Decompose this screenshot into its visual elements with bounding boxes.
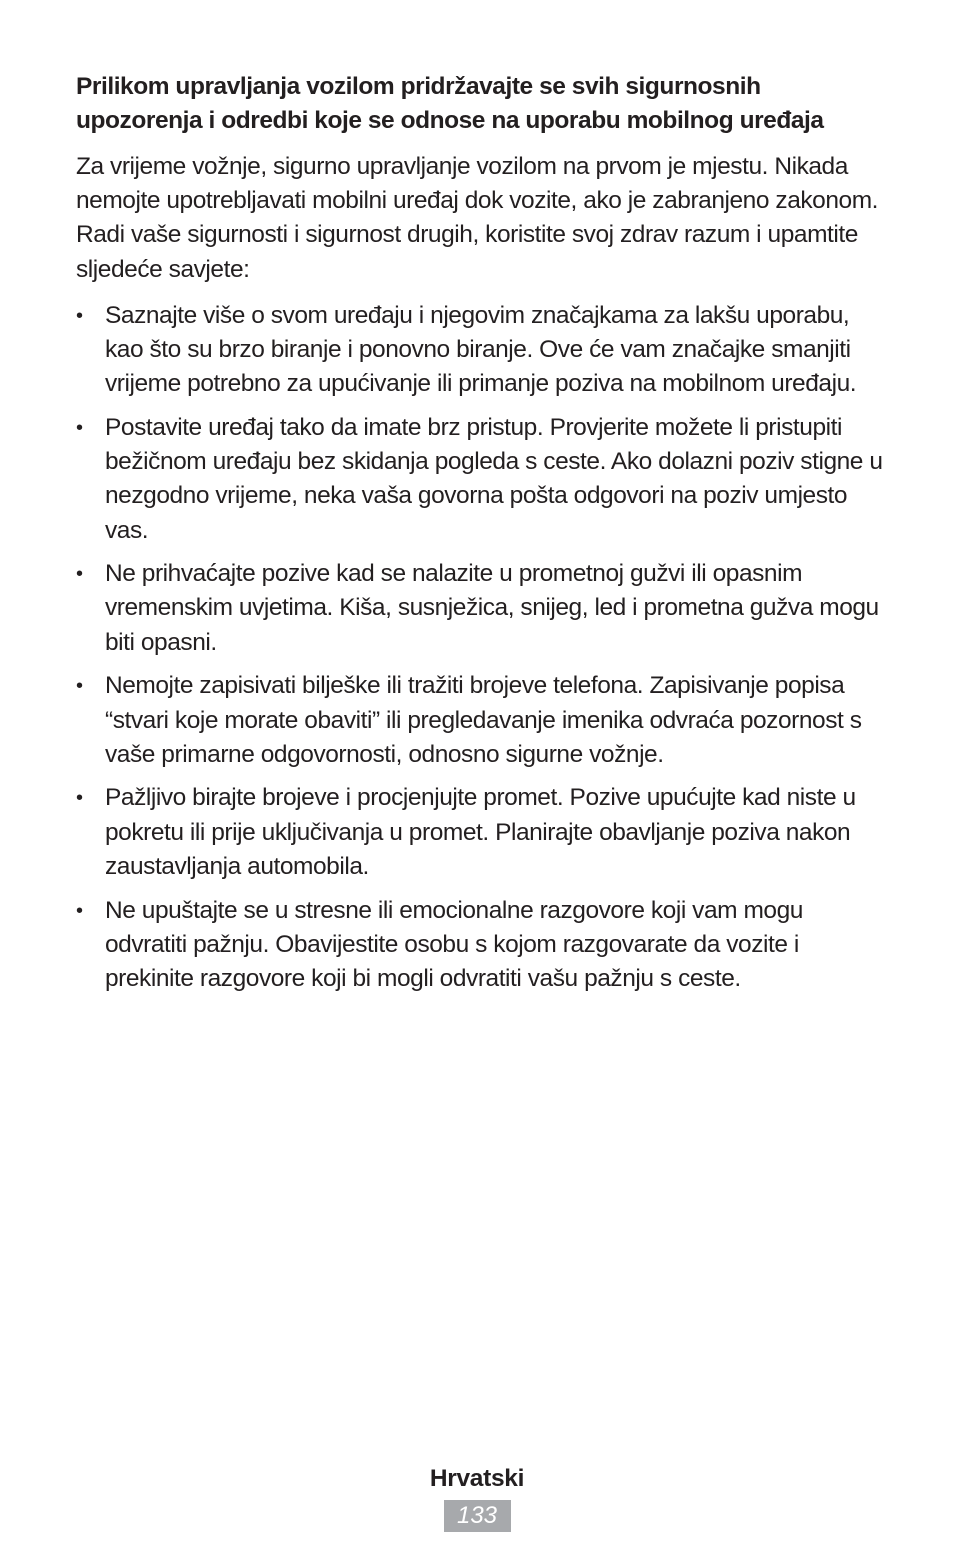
- bullet-icon: •: [76, 304, 83, 327]
- bullet-icon: •: [76, 899, 83, 922]
- list-item-text: Ne upuštajte se u stresne ili emocionalne razgovore koji vam mogu odvratiti pažnju. Obavijestite osobu s kojom razgovarate da vozite i prekinite razgovore koji bi mogli odvratiti vašu pažnju s ceste.: [105, 896, 803, 992]
- list-item: [76, 894, 884, 997]
- footer-language: Hrvatski: [429, 1465, 525, 1492]
- list-item-text: Saznajte više o svom uređaju i njegovim značajkama za lakšu uporabu, kao što su brzo biranje i ponovno biranje. Ove će vam značajke smanjiti vrijeme potrebno za upućivanje ili primanje poziva na mobilnom uređaju.: [105, 301, 857, 398]
- safety-tips-list: [76, 299, 884, 996]
- bullet-icon: •: [76, 563, 83, 586]
- section-heading: Prilikom upravljanja vozilom pridržavajte se svih sigurnosnih upozorenja i odredbi koje se odnose na uporabu mobilnog uređaja: [76, 73, 824, 134]
- bullet-icon: •: [76, 416, 83, 439]
- list-item: [76, 781, 884, 884]
- list-item: [76, 411, 884, 548]
- list-item-text: Nemojte zapisivati bilješke ili tražiti brojeve telefona. Zapisivanje popisa “stvari koje morate obaviti” ili pregledavanje imenika odvraća pozornost s vaše primarne odgovornosti, odnosno sigurne vožnje.: [105, 672, 862, 768]
- page-number: 133: [444, 1500, 511, 1532]
- bullet-icon: •: [76, 675, 83, 698]
- list-item-text: Ne prihvaćajte pozive kad se nalazite u prometnoj gužvi ili opasnim vremenskim uvjetima. Kiša, susnježica, snijeg, led i prometna gužva mogu biti opasni.: [105, 560, 879, 656]
- list-item: [76, 299, 884, 402]
- list-item-text: Pažljivo birajte brojeve i procjenjujte promet. Pozive upućujte kad niste u pokretu ili prije uključivanja u promet. Planirajte obavljanje poziva nakon zaustavljanja automobila.: [105, 784, 856, 880]
- bullet-icon: •: [76, 787, 83, 810]
- list-item: [76, 669, 884, 772]
- list-item: [76, 557, 884, 660]
- list-item-text: Postavite uređaj tako da imate brz pristup. Provjerite možete li pristupiti bežičnom uređaju bez skidanja pogleda s ceste. Ako dolazni poziv stigne u nezgodno vrijeme, neka vaša govorna pošta odgovori na poziv umjesto vas.: [105, 413, 883, 544]
- page-footer: [0, 1462, 954, 1532]
- document-page: [76, 70, 884, 1006]
- intro-paragraph: Za vrijeme vožnje, sigurno upravljanje vozilom na prvom je mjestu. Nikada nemojte upotrebljavati mobilni uređaj dok vozite, ako je zabranjeno zakonom. Radi vaše sigurnosti i sigurnost drugih, koristite svoj zdrav razum i upamtite sljedeće savjete:: [76, 153, 879, 283]
